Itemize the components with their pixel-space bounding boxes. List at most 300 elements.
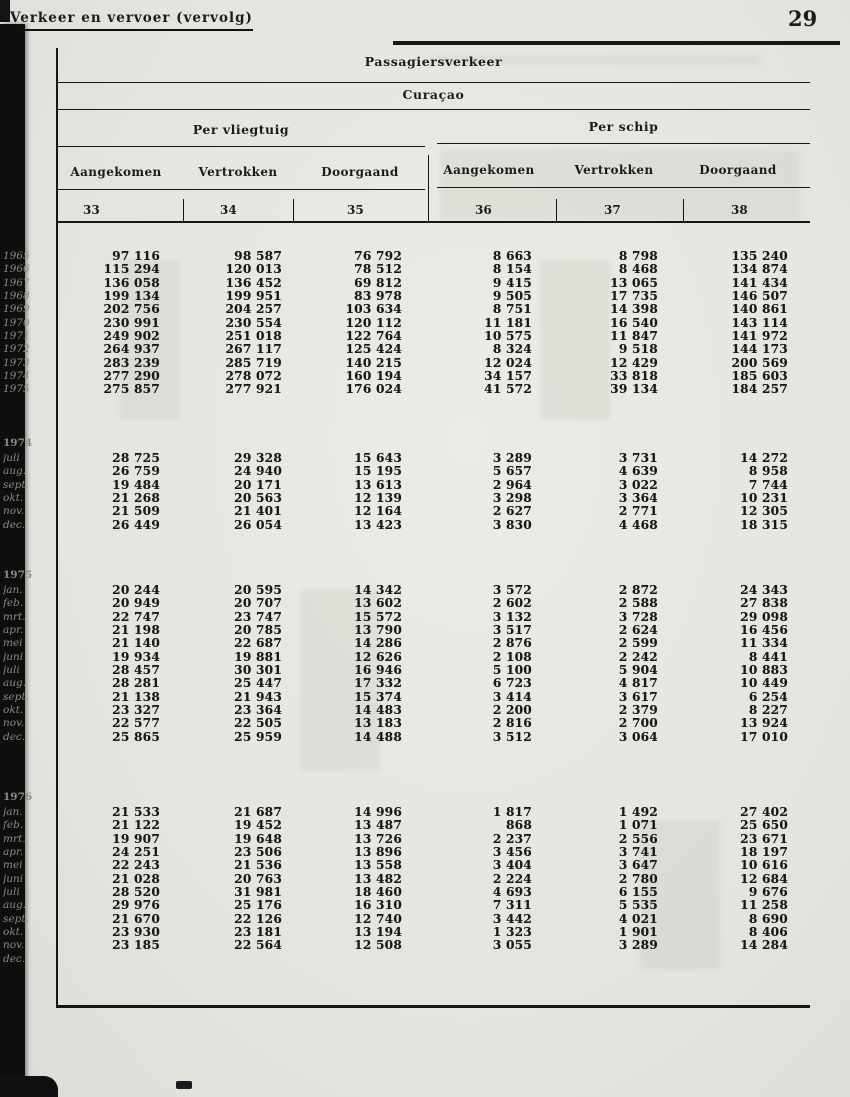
table-row (3, 689, 810, 704)
table-row (3, 845, 810, 860)
row-label: 1972 (3, 343, 30, 356)
table-cell: 97 116 (112, 249, 160, 263)
table-cell: 8 798 (618, 249, 658, 263)
table-row (3, 663, 810, 678)
row-label: jan. (3, 584, 23, 596)
table-cell: 7 311 (492, 898, 532, 913)
table-cell: 8 663 (492, 249, 532, 263)
table-cell: 3 456 (492, 845, 532, 860)
table-cell: 18 197 (740, 845, 788, 860)
row-label: feb. (3, 819, 24, 832)
table-cell: 6 254 (748, 689, 788, 704)
table-cell: 20 707 (234, 596, 282, 611)
table-cell: 27 838 (740, 596, 788, 611)
group-label-schip: Per schip (588, 119, 659, 134)
table-cell: 13 482 (354, 871, 402, 886)
table-cell: 3 741 (618, 845, 658, 860)
rule-under-subtitle (57, 109, 810, 110)
rule-under-group-left (57, 146, 425, 147)
table-cell: 20 949 (112, 596, 160, 611)
table-cell: 21 536 (234, 858, 282, 873)
table-cell: 19 934 (112, 649, 160, 664)
table-cell: 4 021 (618, 911, 658, 926)
table-cell: 24 940 (234, 464, 282, 479)
row-label: aug. (3, 899, 27, 912)
table-row (3, 703, 810, 718)
table-cell: 13 183 (354, 716, 402, 731)
table-cell: 69 812 (354, 275, 402, 290)
table-cell: 26 054 (234, 517, 282, 532)
table-cell: 199 951 (225, 289, 282, 304)
table-cell: 25 447 (234, 676, 282, 691)
row-label: apr. (3, 846, 24, 859)
table-cell: 3 132 (492, 609, 532, 624)
row-group-year: 1975 (3, 569, 33, 581)
table-cell: 13 896 (354, 845, 402, 860)
table-cell: 146 507 (731, 289, 788, 304)
table-cell: 3 647 (618, 858, 658, 873)
table-cell: 275 857 (103, 382, 160, 397)
row-label: okt. (3, 926, 24, 939)
table-cell: 26 759 (112, 464, 160, 479)
table-cell: 204 257 (225, 302, 282, 317)
table-cell: 24 343 (740, 583, 788, 597)
table-cell: 1 492 (618, 805, 658, 819)
row-label: 1975 (3, 383, 30, 396)
table-cell: 76 792 (354, 249, 402, 263)
row-label: nov. (3, 505, 25, 518)
table-cell: 7 744 (748, 477, 788, 492)
table-cell: 8 468 (618, 262, 658, 277)
table-cell (658, 953, 788, 966)
table-cell: 230 991 (103, 315, 160, 330)
table-cell: 12 164 (354, 504, 402, 519)
table-row (3, 262, 810, 277)
table-cell: 23 185 (112, 938, 160, 953)
table-cell: 30 301 (234, 663, 282, 678)
table-cell: 868 (505, 818, 532, 833)
column-header-vertrokken-1: Vertrokken (198, 165, 278, 179)
table-cell: 141 972 (731, 329, 788, 344)
row-label: juni (3, 872, 24, 885)
table-row (3, 911, 810, 926)
row-label: sept. (3, 690, 29, 703)
table-row (3, 583, 810, 597)
table-cell: 21 401 (234, 504, 282, 519)
table-cell: 23 181 (234, 925, 282, 940)
row-label: 1966 (3, 263, 30, 276)
table-cell: 21 122 (112, 818, 160, 833)
table-cell: 120 112 (345, 315, 402, 330)
table-cell: 13 065 (610, 275, 658, 290)
table-cell: 28 520 (112, 885, 160, 900)
table-cell: 14 342 (354, 583, 402, 597)
row-label: 1974 (3, 370, 30, 383)
table-cell: 19 881 (234, 649, 282, 664)
table-cell: 15 374 (354, 689, 402, 704)
table-cell: 1 323 (492, 925, 532, 940)
column-tick (556, 199, 557, 221)
table-row (3, 952, 810, 966)
column-number-33: 33 (83, 203, 100, 217)
table-cell: 13 558 (354, 858, 402, 873)
row-label: apr. (3, 624, 24, 637)
table-cell: 125 424 (345, 342, 402, 357)
table-cell: 143 114 (731, 315, 788, 330)
table-cell: 20 785 (234, 623, 282, 638)
table-cell: 200 569 (731, 355, 788, 370)
row-label: sept. (3, 478, 29, 491)
table-cell: 3 728 (618, 609, 658, 624)
table-cell: 2 700 (618, 716, 658, 731)
table-cell: 9 518 (618, 342, 658, 357)
group-label-vliegtuig: Per vliegtuig (192, 122, 290, 137)
column-tick (183, 199, 184, 221)
table-cell: 18 460 (354, 885, 402, 900)
table-cell: 14 286 (354, 636, 402, 651)
table-cell: 2 624 (618, 623, 658, 638)
table-cell: 3 442 (492, 911, 532, 926)
table-row (3, 342, 810, 357)
table-cell: 202 756 (103, 302, 160, 317)
table-cell: 23 506 (234, 845, 282, 860)
table-cell: 3 055 (492, 938, 532, 953)
table-cell: 2 242 (618, 649, 658, 664)
table-cell: 20 244 (112, 583, 160, 597)
table-cell: 2 872 (618, 583, 658, 597)
table-cell: 22 243 (112, 858, 160, 873)
table-cell: 11 847 (610, 329, 658, 344)
table-cell: 2 588 (618, 596, 658, 611)
table-cell: 251 018 (225, 329, 282, 344)
table-cell: 34 157 (484, 369, 532, 384)
table-row (3, 464, 810, 479)
table-cell: 2 556 (618, 831, 658, 846)
scan-artifact (176, 1081, 192, 1089)
table-cell: 27 402 (740, 805, 788, 819)
table-cell: 16 946 (354, 663, 402, 678)
table-cell: 3 404 (492, 858, 532, 873)
row-label: juli (3, 664, 20, 677)
table-cell: 98 587 (234, 249, 282, 263)
table-row (3, 302, 810, 317)
column-tick (683, 199, 684, 221)
table-cell: 25 176 (234, 898, 282, 913)
table-cell: 13 423 (354, 517, 402, 532)
table-cell: 22 687 (234, 636, 282, 651)
table-cell: 277 921 (225, 382, 282, 397)
table-cell: 15 643 (354, 451, 402, 465)
table-cell: 31 981 (234, 885, 282, 900)
table-cell: 14 483 (354, 703, 402, 718)
table-cell: 3 731 (618, 451, 658, 465)
table-cell: 20 763 (234, 871, 282, 886)
column-header-aangekomen-2: Aangekomen (443, 163, 535, 177)
table-cell (282, 953, 402, 966)
table-cell: 14 284 (740, 938, 788, 953)
table-row (3, 355, 810, 370)
table-row (3, 329, 810, 344)
table-title: Passagiersverkeer (364, 54, 503, 69)
table-row (3, 517, 810, 532)
table-cell: 21 943 (234, 689, 282, 704)
table-block-years (3, 249, 810, 397)
table-cell: 12 626 (354, 649, 402, 664)
table-cell: 1 901 (618, 925, 658, 940)
row-label: mrt. (3, 610, 26, 623)
table-cell: 14 398 (610, 302, 658, 317)
table-row (3, 504, 810, 519)
table-cell: 12 508 (354, 938, 402, 953)
table-cell: 4 639 (618, 464, 658, 479)
table-cell: 249 902 (103, 329, 160, 344)
table-cell: 136 058 (103, 275, 160, 290)
table-cell: 12 024 (484, 355, 532, 370)
table-cell: 1 071 (618, 818, 658, 833)
row-label: juni (3, 650, 24, 663)
table-row (3, 649, 810, 664)
table-cell: 176 024 (345, 382, 402, 397)
row-label: 1967 (3, 276, 30, 289)
table-cell: 103 634 (345, 302, 402, 317)
table-cell: 3 364 (618, 491, 658, 506)
table-cell: 3 414 (492, 689, 532, 704)
table-cell: 285 719 (225, 355, 282, 370)
row-label: okt. (3, 704, 24, 717)
table-row (3, 871, 810, 886)
table-cell: 22 564 (234, 938, 282, 953)
table-cell: 14 996 (354, 805, 402, 819)
table-cell: 184 257 (731, 382, 788, 397)
table-cell: 199 134 (103, 289, 160, 304)
table-cell: 23 930 (112, 925, 160, 940)
rule-under-colheads-left (57, 189, 425, 190)
table-row (3, 676, 810, 691)
table-cell: 22 505 (234, 716, 282, 731)
table-cell: 11 334 (740, 636, 788, 651)
table-cell: 2 780 (618, 871, 658, 886)
table-cell: 267 117 (225, 342, 282, 357)
table-cell: 22 747 (112, 609, 160, 624)
column-header-aangekomen-1: Aangekomen (70, 165, 162, 179)
table-cell: 3 517 (492, 623, 532, 638)
table-cell: 3 617 (618, 689, 658, 704)
table-cell: 13 194 (354, 925, 402, 940)
row-label: dec. (3, 730, 26, 743)
table-cell: 23 671 (740, 831, 788, 846)
row-label: juli (3, 886, 20, 899)
table-cell: 28 281 (112, 676, 160, 691)
table-cell (402, 953, 532, 966)
table-block-1975 (3, 569, 810, 744)
column-number-38: 38 (731, 203, 748, 217)
table-cell: 2 379 (618, 703, 658, 718)
table-row (3, 596, 810, 611)
page-number: 29 (788, 6, 818, 31)
table-cell: 78 512 (354, 262, 402, 277)
table-cell: 13 487 (354, 818, 402, 833)
row-label: juli (3, 452, 20, 464)
table-cell: 16 310 (354, 898, 402, 913)
table-cell: 17 735 (610, 289, 658, 304)
table-cell: 144 173 (731, 342, 788, 357)
table-row (3, 249, 810, 263)
table-cell: 277 290 (103, 369, 160, 384)
table-cell: 3 022 (618, 477, 658, 492)
table-subtitle: Curaçao (402, 87, 465, 102)
table-cell: 2 599 (618, 636, 658, 651)
row-label: mei (3, 637, 23, 650)
page-header: Verkeer en vervoer (vervolg) (10, 10, 253, 31)
row-label: mrt. (3, 832, 26, 845)
table-cell: 4 693 (492, 885, 532, 900)
table-cell: 10 616 (740, 858, 788, 873)
table-cell: 13 726 (354, 831, 402, 846)
table-cell: 25 865 (112, 729, 160, 744)
table-cell: 41 572 (484, 382, 532, 397)
table-row (3, 609, 810, 624)
column-tick (293, 199, 294, 221)
table-cell: 14 488 (354, 729, 402, 744)
column-number-36: 36 (475, 203, 492, 217)
table-cell: 135 240 (731, 249, 788, 263)
table-cell: 21 028 (112, 871, 160, 886)
table-cell: 8 958 (748, 464, 788, 479)
row-label: sept. (3, 912, 29, 925)
table-row (3, 858, 810, 873)
table-cell: 15 572 (354, 609, 402, 624)
table-cell: 3 298 (492, 491, 532, 506)
table-cell: 19 484 (112, 477, 160, 492)
rule-under-colnums (57, 221, 810, 223)
table-cell: 39 134 (610, 382, 658, 397)
column-number-35: 35 (347, 203, 364, 217)
table-cell (57, 953, 160, 966)
table-row (3, 805, 810, 819)
row-label: 1973 (3, 356, 30, 369)
table-block-1976 (3, 791, 810, 966)
table-cell: 20 171 (234, 477, 282, 492)
table-cell: 19 907 (112, 831, 160, 846)
table-cell: 2 627 (492, 504, 532, 519)
group-divider (428, 155, 429, 221)
table-cell: 23 327 (112, 703, 160, 718)
column-header-doorgaand-2: Doorgaand (699, 163, 777, 177)
table-cell: 4 817 (618, 676, 658, 691)
table-cell: 2 876 (492, 636, 532, 651)
table-cell: 2 964 (492, 477, 532, 492)
row-label: 1970 (3, 316, 30, 329)
table-cell: 11 181 (484, 315, 532, 330)
table-cell: 21 533 (112, 805, 160, 819)
table-cell: 141 434 (731, 275, 788, 290)
table-cell: 10 575 (484, 329, 532, 344)
table-cell: 140 861 (731, 302, 788, 317)
table-cell: 283 239 (103, 355, 160, 370)
table-cell (160, 953, 282, 966)
row-label: aug. (3, 677, 27, 690)
table-cell: 5 904 (618, 663, 658, 678)
table-cell: 19 452 (234, 818, 282, 833)
table-cell: 15 195 (354, 464, 402, 479)
table-cell: 1 817 (492, 805, 532, 819)
row-group-year: 1976 (3, 791, 33, 803)
table-cell: 13 613 (354, 477, 402, 492)
table-cell: 2 108 (492, 649, 532, 664)
table-cell: 185 603 (731, 369, 788, 384)
column-number-34: 34 (220, 203, 237, 217)
table-cell: 21 509 (112, 504, 160, 519)
table-cell: 16 456 (740, 623, 788, 638)
table-cell: 23 747 (234, 609, 282, 624)
table-row (3, 451, 810, 465)
table-cell: 24 251 (112, 845, 160, 860)
table-cell: 83 978 (354, 289, 402, 304)
table-row (3, 477, 810, 492)
table-cell: 12 740 (354, 911, 402, 926)
table-cell: 3 572 (492, 583, 532, 597)
table-cell: 2 771 (618, 504, 658, 519)
table-cell: 140 215 (345, 355, 402, 370)
table-row (3, 716, 810, 731)
table-cell: 13 924 (740, 716, 788, 731)
rule-under-colheads-right (437, 187, 810, 188)
table-cell: 11 258 (740, 898, 788, 913)
table-cell: 5 657 (492, 464, 532, 479)
table-cell: 17 010 (740, 729, 788, 744)
table-cell: 29 976 (112, 898, 160, 913)
table-cell: 6 723 (492, 676, 532, 691)
column-header-vertrokken-2: Vertrokken (574, 163, 654, 177)
table-cell: 10 883 (740, 663, 788, 678)
scan-artifact (0, 1076, 58, 1097)
bottom-rule (57, 1005, 810, 1008)
row-label: 1971 (3, 330, 30, 343)
table-cell: 21 138 (112, 689, 160, 704)
table-row (3, 831, 810, 846)
table-cell: 160 194 (345, 369, 402, 384)
row-label: dec. (3, 952, 26, 965)
table-cell: 23 364 (234, 703, 282, 718)
row-label: feb. (3, 597, 24, 610)
table-cell: 3 064 (618, 729, 658, 744)
top-rule (393, 41, 840, 45)
table-row (3, 885, 810, 900)
table-row (3, 315, 810, 330)
table-block-1974 (3, 437, 810, 532)
table-cell: 9 505 (492, 289, 532, 304)
table-cell: 22 577 (112, 716, 160, 731)
table-cell: 12 139 (354, 491, 402, 506)
table-cell: 18 315 (740, 517, 788, 532)
scan-artifact (0, 0, 10, 22)
table-cell: 2 237 (492, 831, 532, 846)
table-cell: 120 013 (225, 262, 282, 277)
rule-under-title (57, 82, 810, 83)
table-cell: 21 140 (112, 636, 160, 651)
row-label: nov. (3, 717, 25, 730)
table-cell: 3 289 (492, 451, 532, 465)
table-cell: 3 830 (492, 517, 532, 532)
table-cell: 122 764 (345, 329, 402, 344)
row-label: okt. (3, 492, 24, 505)
table-row (3, 275, 810, 290)
table-cell: 21 687 (234, 805, 282, 819)
table-cell: 25 650 (740, 818, 788, 833)
table-cell: 13 790 (354, 623, 402, 638)
table-cell: 8 406 (748, 925, 788, 940)
table-cell: 22 126 (234, 911, 282, 926)
